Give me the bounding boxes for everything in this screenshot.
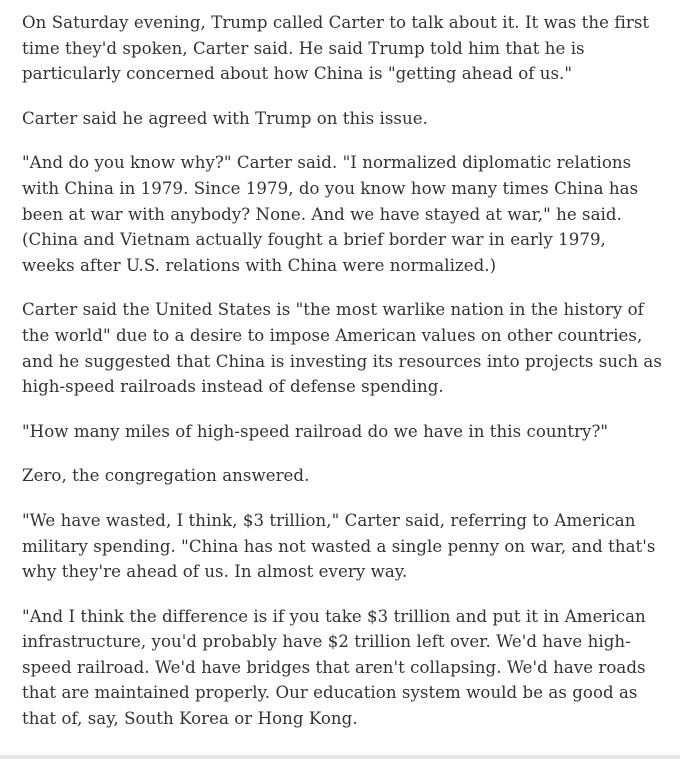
article-paragraph: On Saturday evening, Trump called Carter to talk about it. It was the first time they'd spoken, Carter said. He said Trump told him that he is particularly concerned about how China is "getting ahead of us." (22, 13, 650, 84)
article-body (22, 10, 662, 751)
article-paragraph: Carter said the United States is "the most warlike nation in the history of the world" due to a desire to impose American values on other countries, and he suggested that China is investing its resources into projects such as high-speed railroads instead of defense spending. (22, 300, 662, 397)
article-paragraph: "How many miles of high-speed railroad do we have in this country?" (22, 421, 609, 441)
article-paragraph: Zero, the congregation answered. (22, 466, 310, 486)
article-paragraph: Carter said he agreed with Trump on this issue. (22, 108, 428, 128)
article-paragraph: "We have wasted, I think, $3 trillion," Carter said, referring to American military spending. "China has not wasted a single penny on war, and that's why they're ahead of us. In almost every way. (22, 510, 656, 582)
article-paragraph: "And I think the difference is if you take $3 trillion and put it in American infrastructure, you'd probably have $2 trillion left over. We'd have high-speed railroad. We'd have bridges that aren't collapsing. We'd have roads that are maintained properly. Our education system would be as good as that of, say, South Korea or Hong Kong. (22, 606, 646, 729)
article-paragraph: "And do you know why?" Carter said. "I normalized diplomatic relations with China in 1979. Since 1979, do you know how many times China has been at war with anybody? None. And we have stayed at war," he said. (China and Vietnam actually fought a brief border war in early 1979, weeks after U.S. relations with China were normalized.) (22, 153, 639, 275)
page-bottom-edge (0, 755, 680, 759)
